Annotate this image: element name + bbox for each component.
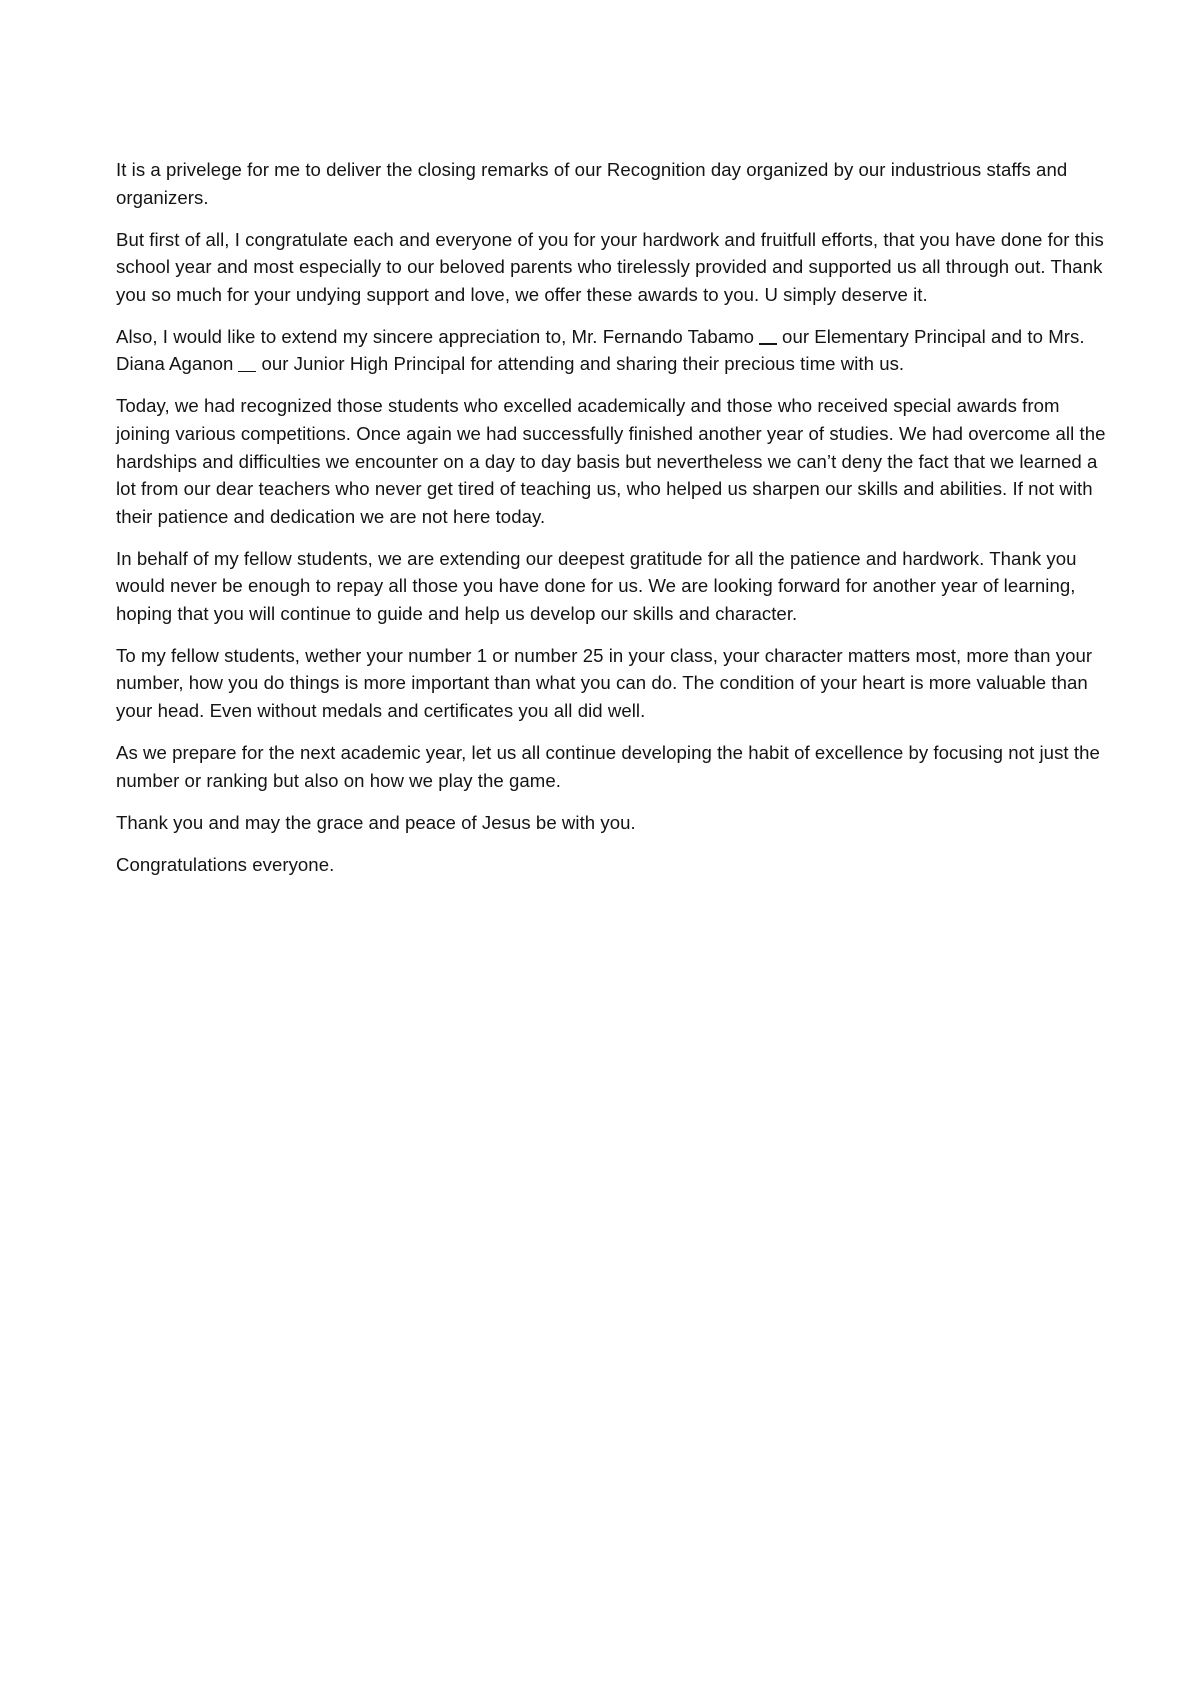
paragraph-recognition: Today, we had recognized those students who excelled academically and those who received special awards from joining various competitions. Once again we had successfully finished another year of studies. We had overcome all the hardships and difficulties we encounter on a day to day basis but nevertheless we can’t deny the fact that we learned a lot from our dear teachers who never get tired of teaching us, who helped us sharpen our skills and abilities. If not with their patience and dedication we are not here today. — [116, 395, 1106, 527]
dash-separator — [238, 371, 256, 373]
appreciation-text-part-2: our Elementary Principal and to Mrs. Diana Aganon — [116, 325, 1085, 375]
paragraph-character: To my fellow students, wether your number 1 or number 25 in your class, your character matters most, more than your number, how you do things is more important than what you can do. The condition of your heart is more valuable than your head. Even without medals and certificates you all did well. — [116, 644, 1093, 722]
paragraph-appreciation — [116, 323, 1106, 378]
document-body — [116, 156, 1106, 893]
paragraph-opening: It is a privelege for me to deliver the closing remarks of our Recognition day organized by our industrious staffs and organizers. — [116, 159, 1068, 208]
appreciation-text-part-3: our Junior High Principal for attending and sharing their precious time with us. — [261, 353, 905, 375]
paragraph-gratitude: In behalf of my fellow students, we are extending our deepest gratitude for all the patience and hardwork. Thank you would never be enough to repay all those you have done for us. We are looking forward for another year of learning, hoping that you will continue to guide and help us develop our skills and character. — [116, 547, 1077, 624]
paragraph-congratulations: But first of all, I congratulate each and everyone of you for your hardwork and fruitfull efforts, that you have done for this school year and most especially to our beloved parents who tirelessly provided and supported us all through out. Thank you so much for your undying support and love, we offer these awards to you. U simply deserve it. — [116, 228, 1104, 305]
paragraph-next-year: As we prepare for the next academic year, let us all continue developing the habit of excellence by focusing not just the number or ranking but also on how we play the game. — [116, 742, 1100, 791]
paragraph-closing: Congratulations everyone. — [116, 853, 335, 875]
paragraph-blessing: Thank you and may the grace and peace of Jesus be with you. — [116, 811, 636, 833]
appreciation-text-part-1: Also, I would like to extend my sincere appreciation to, Mr. Fernando Tabamo — [116, 325, 755, 347]
dash-separator — [759, 343, 777, 345]
